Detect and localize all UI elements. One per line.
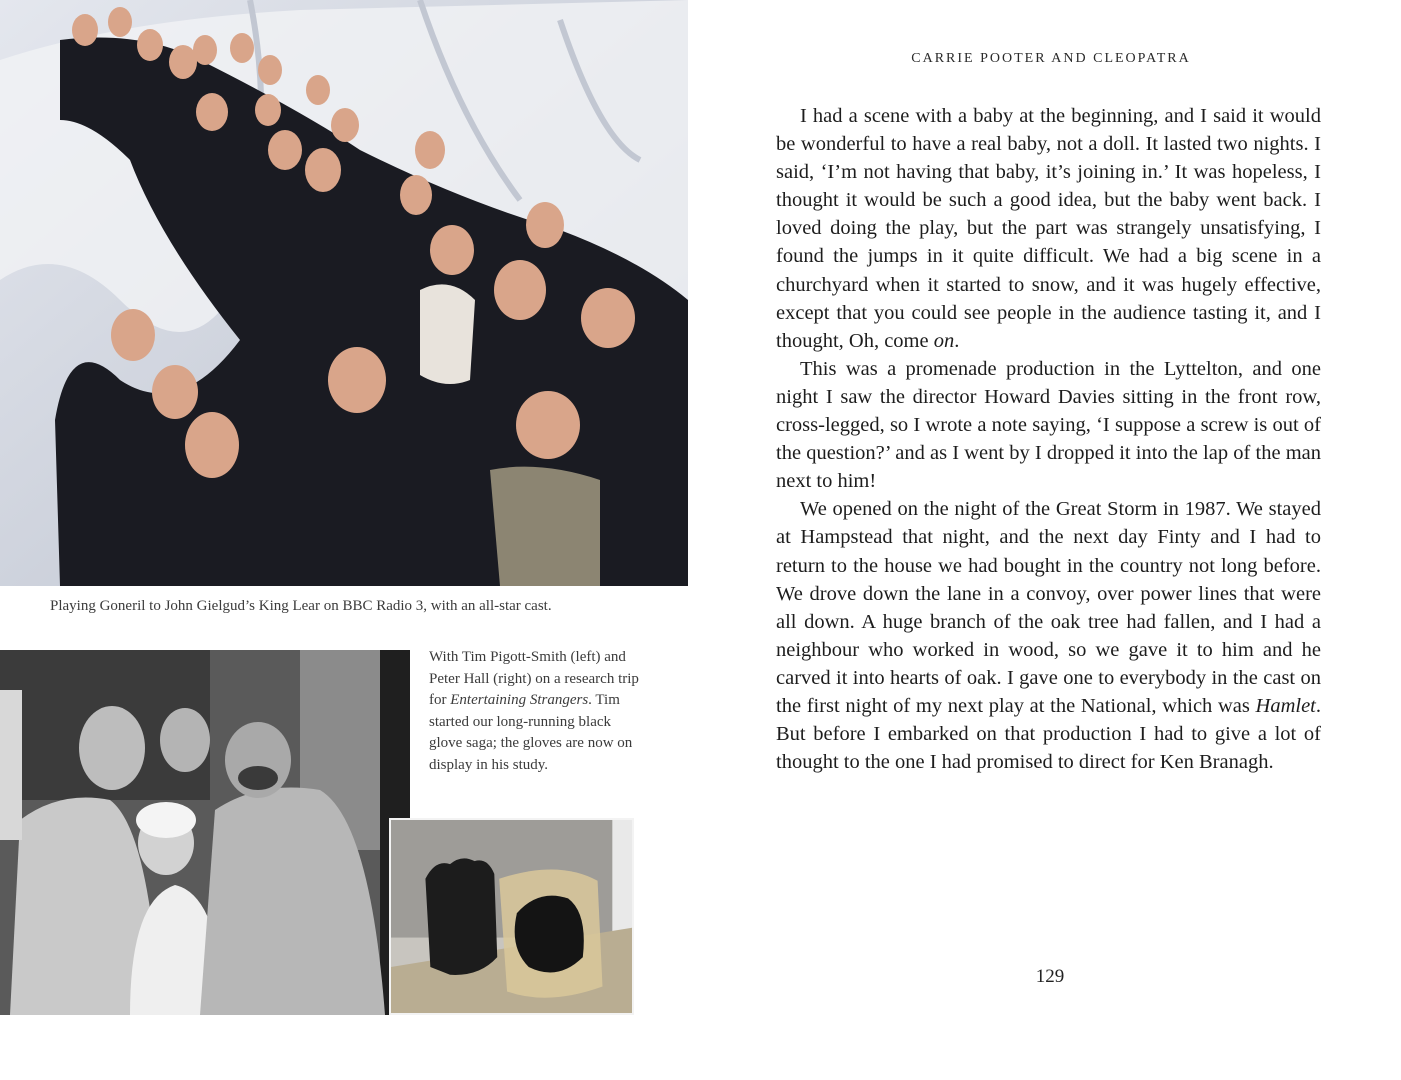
paragraph-2: This was a promenade production in the Lyttelton, and one night I saw the director Howard Davies sitting in the front row, cross-legged, so I wrote a note saying, ‘I suppose a screw is out of the question?’ and as I went by I dropped it into the lap of the man next to him!: [776, 357, 1321, 493]
group-photo-icon: [0, 0, 688, 586]
trio-photo-icon: [0, 650, 410, 1015]
paragraph-3-text: We opened on the night of the Great Storm in 1987. We stayed at Hampstead that night, and the next day Finty and I had to return to the house we had bought in the country not long before. We drove down the lane in a convoy, over power lines that were all down. A huge branch of the oak tree had fallen, and I had a neighbour who worked in wood, so we gave it to him and he carved it into hearts of oak. I gave one to everybody in the cast on the first night of my next play at the National, which was: [776, 498, 1321, 717]
right-page: [700, 0, 1401, 1080]
paragraph-1: [776, 102, 1321, 355]
glove-photo-icon: [391, 820, 632, 1013]
paragraph-3-end: . But before I embarked on that production I had to give a lot of thought to the one I had promised to direct for Ken Branagh.: [776, 694, 1321, 774]
paragraph-3-italic: Hamlet: [1255, 694, 1316, 717]
paragraph-3: [776, 495, 1321, 776]
cast-group-photo: [0, 0, 688, 586]
paragraph-1-text: I had a scene with a baby at the beginning, and I said it would be wonderful to have a real baby, not a doll. It lasted two nights. I said, ‘I’m not having that baby, it’s joining in.’ It was hopeless, I thought it would be such a good idea, but the baby went back. I loved doing the play, but the part was strangely unsatisfying, I found the jumps in it quite difficult. We had a big scene in a churchyard when it started to snow, and it was hugely effective, except that you could see people in the audience tasting it, and I thought, Oh, come: [776, 105, 1321, 352]
page-number: 129: [1035, 966, 1065, 987]
running-head: CARRIE POOTER AND CLEOPATRA: [911, 51, 1191, 66]
body-text: [776, 102, 1321, 776]
glove-photo: [389, 818, 634, 1015]
caption-side-part2: . Tim started our long-running black glove saga; the gloves are now on display in his study.: [429, 692, 633, 773]
paragraph-1-italic: on: [933, 329, 955, 352]
caption-side-part1: With Tim Pigott-Smith (left) and Peter Hall (right) on a research trip for: [429, 649, 639, 708]
trio-photo-caption: [429, 647, 644, 776]
caption-side-title: Entertaining Strangers: [450, 692, 589, 708]
trio-photo: [0, 650, 410, 1015]
left-page: [0, 0, 700, 1080]
cast-photo-caption: Playing Goneril to John Gielgud’s King Lear on BBC Radio 3, with an all-star cast.: [50, 598, 552, 614]
paragraph-1-end: .: [954, 329, 960, 352]
